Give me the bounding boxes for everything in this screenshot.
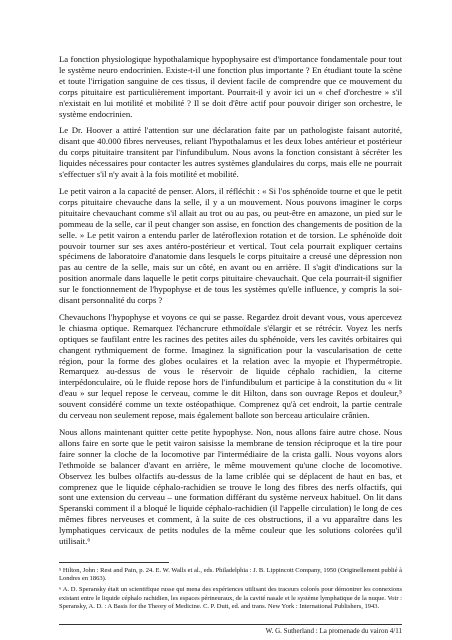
footnote-5: ⁵ Hilton, John : Rest and Pain, p. 24. E. W. Walls et al., eds. Philadelphia : J. B. Lippincott Company, 1950 (Originellement publié à Londres en 1863). (59, 567, 402, 583)
footnote-separator (59, 562, 169, 563)
paragraph-5: Nous allons maintenant quitter cette petite hypophyse. Non, nous allons faire autre chose. Nous allons faire en sorte que le petit vairon saisisse la membrane de tension réciproque et la tire pour faire sonner la cloche de la locomotive par l'intermédiaire de la crista galli. Nous voyons alors l'ethmoïde se balancer d'avant en arrière, le même mouvement qu'une cloche de locomotive. Observez les bulbes olfactifs au-dessus de la lame criblée qui se déplacent de haut en bas, et comprenez que le liquide céphalo-rachidien se trouve le long des fibres des nerfs olfactifs, qui sont une extension du cerveau – une formation différant du système nerveux habituel. On lit dans Speranski comment il a bloqué le liquide céphalo-rachidien (il l'appelle circulation) le long de ces mêmes fibres nerveuses et comment, à la suite de ces obstructions, il a vu apparaître dans les lymphatiques cervicaux de petits nodules de la même couleur que les solutions colorées qu'il utilisait.⁶ (59, 427, 402, 547)
footnotes (59, 567, 402, 614)
footer-rule (59, 624, 402, 625)
paragraph-3: Le petit vairon a la capacité de penser. Alors, il réfléchit : « Si l'os sphénoïde tourne et que le petit corps pituitaire chevauche dans la selle, il y a un mouvement. Nous pouvons imaginer le corps pituitaire chevauchant comme s'il allait au trot ou au pas, ou peut-être en amazone, un pied sur le pommeau de la selle, car il peut changer son assise, en fonction des changements de position de la selle. » Le petit vairon a entendu parler de latéroflexion rotation et de torsion. Le sphénoïde doit pouvoir tourner sur ses axes antéro-postérieur et vertical. Tout cela pourrait expliquer certains spécimens de laboratoire d'anatomie dans lesquels le corps pituitaire a creusé une dépression non pas au centre de la selle, mais sur un côté, en avant ou en arrière. Il s'agit d'indications sur la position anormale dans laquelle le petit corps pituitaire chevauchait. Que cela pourrait-il signifier sur le fonctionnement de l'hypophyse et de tous les systèmes qu'elle influence, y compris la soi-disant personnalité du corps ? (59, 185, 402, 306)
paragraph-4: Chevauchons l'hypophyse et voyons ce qui se passe. Regardez droit devant vous, vous apercevez le chiasma optique. Remarquez l'échancrure ethmoïdale s'élargir et se rétrécir. Voyez les nerfs optiques se faufilant entre les racines des petites ailes du sphénoïde, vers les cavités orbitaires qui changent rythmiquement de forme. Imaginez la signification pour la vascularisation de cette région, pour la forme des globes oculaires et la relation avec la myopie et l'hypermétropie. Remarquez au-dessus de vous le réservoir de liquide céphalo rachidien, la citerne interpédonculaire, où le fluide repose hors de l'infundibulum et participe à la constitution du « lit d'eau » sur lequel repose le cerveau, comme le dit Hilton, dans son ouvrage Repos et douleur,⁵ souvent considéré comme un texte ostéopathique. Comprenez qu'à cet endroit, la partie centrale du cerveau non seulement repose, mais également ballote son berceau articulaire crânien. (59, 311, 402, 421)
paragraph-1: La fonction physiologique hypothalamique hypophysaire est d'importance fondamentale pour tout le système neuro endocrinien. Existe-t-il une fonction plus importante ? En étudiant toute la scène et toute l'irrigation sanguine de ces tissus, il devient facile de comprendre que ce mouvement du corps pituitaire est particulièrement important. Pourrait-il y avoir ici un « chef d'orchestre » s'il n'existait en lui motilité et mobilité ? Il se doit d'être actif pour pouvoir diriger son orchestre, le système endocrinien. (59, 54, 402, 119)
footnote-6: ⁶ A. D. Speransky était un scientifique russe qui mena des expériences utilisant des traceurs colorés pour démontrer les connexions existant entre le liquide céphalo rachidien, les espaces périneuraux, de la cavité nasale et le système lymphatique de la nuque. Voir : Speransky, A. D. : A Basis for the Theory of Medicine. C. P. Dutt, ed. and trans. New York : International Publishers, 1943. (59, 586, 402, 610)
page-footer: W. G. Sutherland : La promenade du vairon 4/11 (265, 627, 402, 635)
paragraph-2: Le Dr. Hoover a attiré l'attention sur une déclaration faite par un pathologiste faisant autorité, disant que 40.000 fibres nerveuses, reliant l'hypothalamus et les deux lobes antérieur et postérieur du corps pituitaire transitent par l'infundibulum. Nous avons la fonction consistant à sécréter les liquides nécessaires pour contacter les autres systèmes glandulaires du corps, mais elle ne pourrait s'effectuer s'il n'y avait à la fois motilité et mobilité. (59, 125, 402, 180)
body-text (59, 54, 402, 553)
